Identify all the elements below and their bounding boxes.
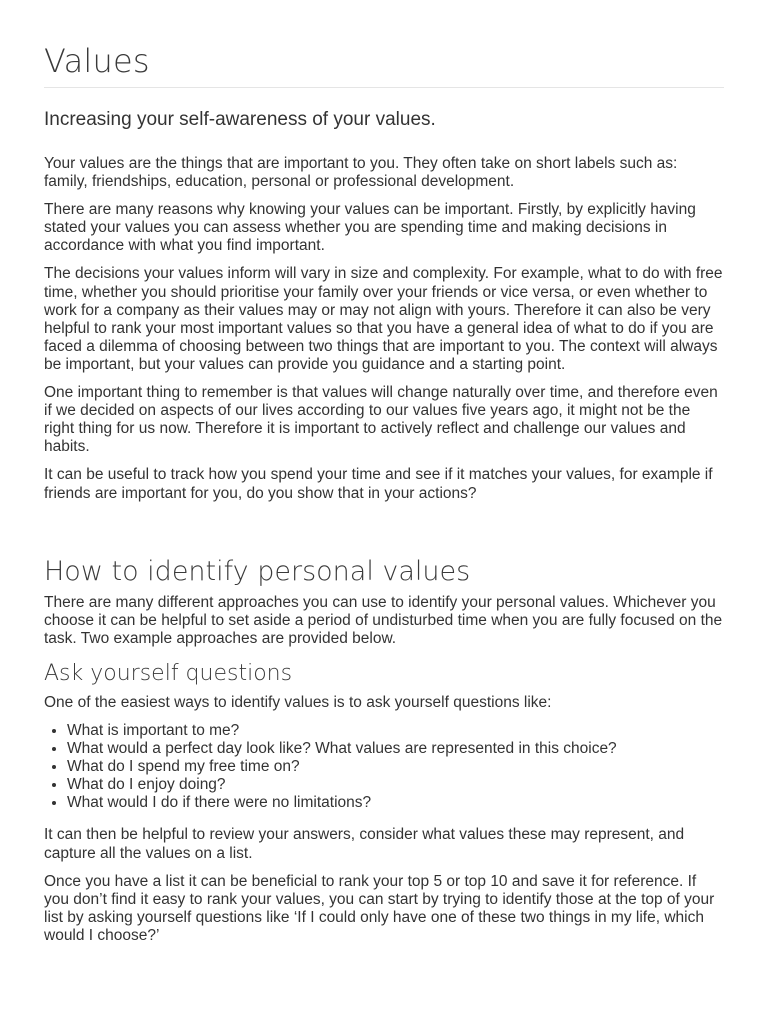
list-item: • What would I do if there were no limitations? [67, 794, 724, 812]
review-paragraph: It can then be helpful to review your answers, consider what values these may represent, and capture all the values on a list. [44, 826, 685, 862]
list-item: • What do I spend my free time on? [67, 758, 724, 776]
intro-paragraph: It can be useful to track how you spend your time and see if it matches your values, for example if friends are important for you, do you show that in your actions? [44, 466, 713, 502]
questions-list [44, 722, 724, 812]
after-list-section [44, 826, 724, 945]
intro-paragraph: There are many reasons why knowing your values can be important. Firstly, by explicitly having stated your values you can assess whether you are spending time and making decisions in accordance with what you find important. [44, 201, 696, 255]
intro-paragraph: Your values are the things that are important to you. They often take on short labels such as: family, friendships, education, personal or professional development. [44, 155, 678, 191]
subheading-ask-questions: Ask yourself questions [44, 660, 293, 686]
list-item: • What is important to me? [67, 722, 724, 740]
section-heading-identify: How to identify personal values [44, 555, 471, 587]
title-divider [44, 87, 724, 88]
page-title: Values [44, 42, 150, 80]
list-item: • What do I enjoy doing? [67, 776, 724, 794]
identify-paragraph: There are many different approaches you can use to identify your personal values. Whichever you choose it can be helpful to set aside a period of undisturbed time when you are fully focused on the task. Two example approaches are provided below. [44, 593, 723, 647]
ask-intro: One of the easiest ways to identify values is to ask yourself questions like: [44, 693, 552, 711]
rank-paragraph: Once you have a list it can be beneficial to rank your top 5 or top 10 and save it for reference. If you don’t find it easy to rank your values, you can start by trying to identify those at the top of your list by asking yourself questions like ‘If I could only have one of these two things in my life, which would I choose?’ [44, 872, 715, 944]
intro-paragraph: One important thing to remember is that values will change naturally over time, and therefore even if we decided on aspects of our lives according to our values five years ago, it might not be the right thing for us now. Therefore it is important to actively reflect and challenge our values and habits. [44, 384, 718, 456]
lead-text: Increasing your self-awareness of your values. [44, 109, 436, 130]
intro-section [44, 155, 724, 503]
intro-paragraph: The decisions your values inform will vary in size and complexity. For example, what to do with free time, whether you should prioritise your family over your friends or vice versa, or even whether to work for a company as their values may or may not align with yours. Therefore it can also be very helpful to rank your most important values so that you have a general idea of what to do if you are faced a dilemma of choosing between two things that are important to you. The context will always be important, but your values can provide you guidance and a starting point. [44, 265, 723, 373]
list-item: • What would a perfect day look like? What values are represented in this choice? [67, 740, 724, 758]
